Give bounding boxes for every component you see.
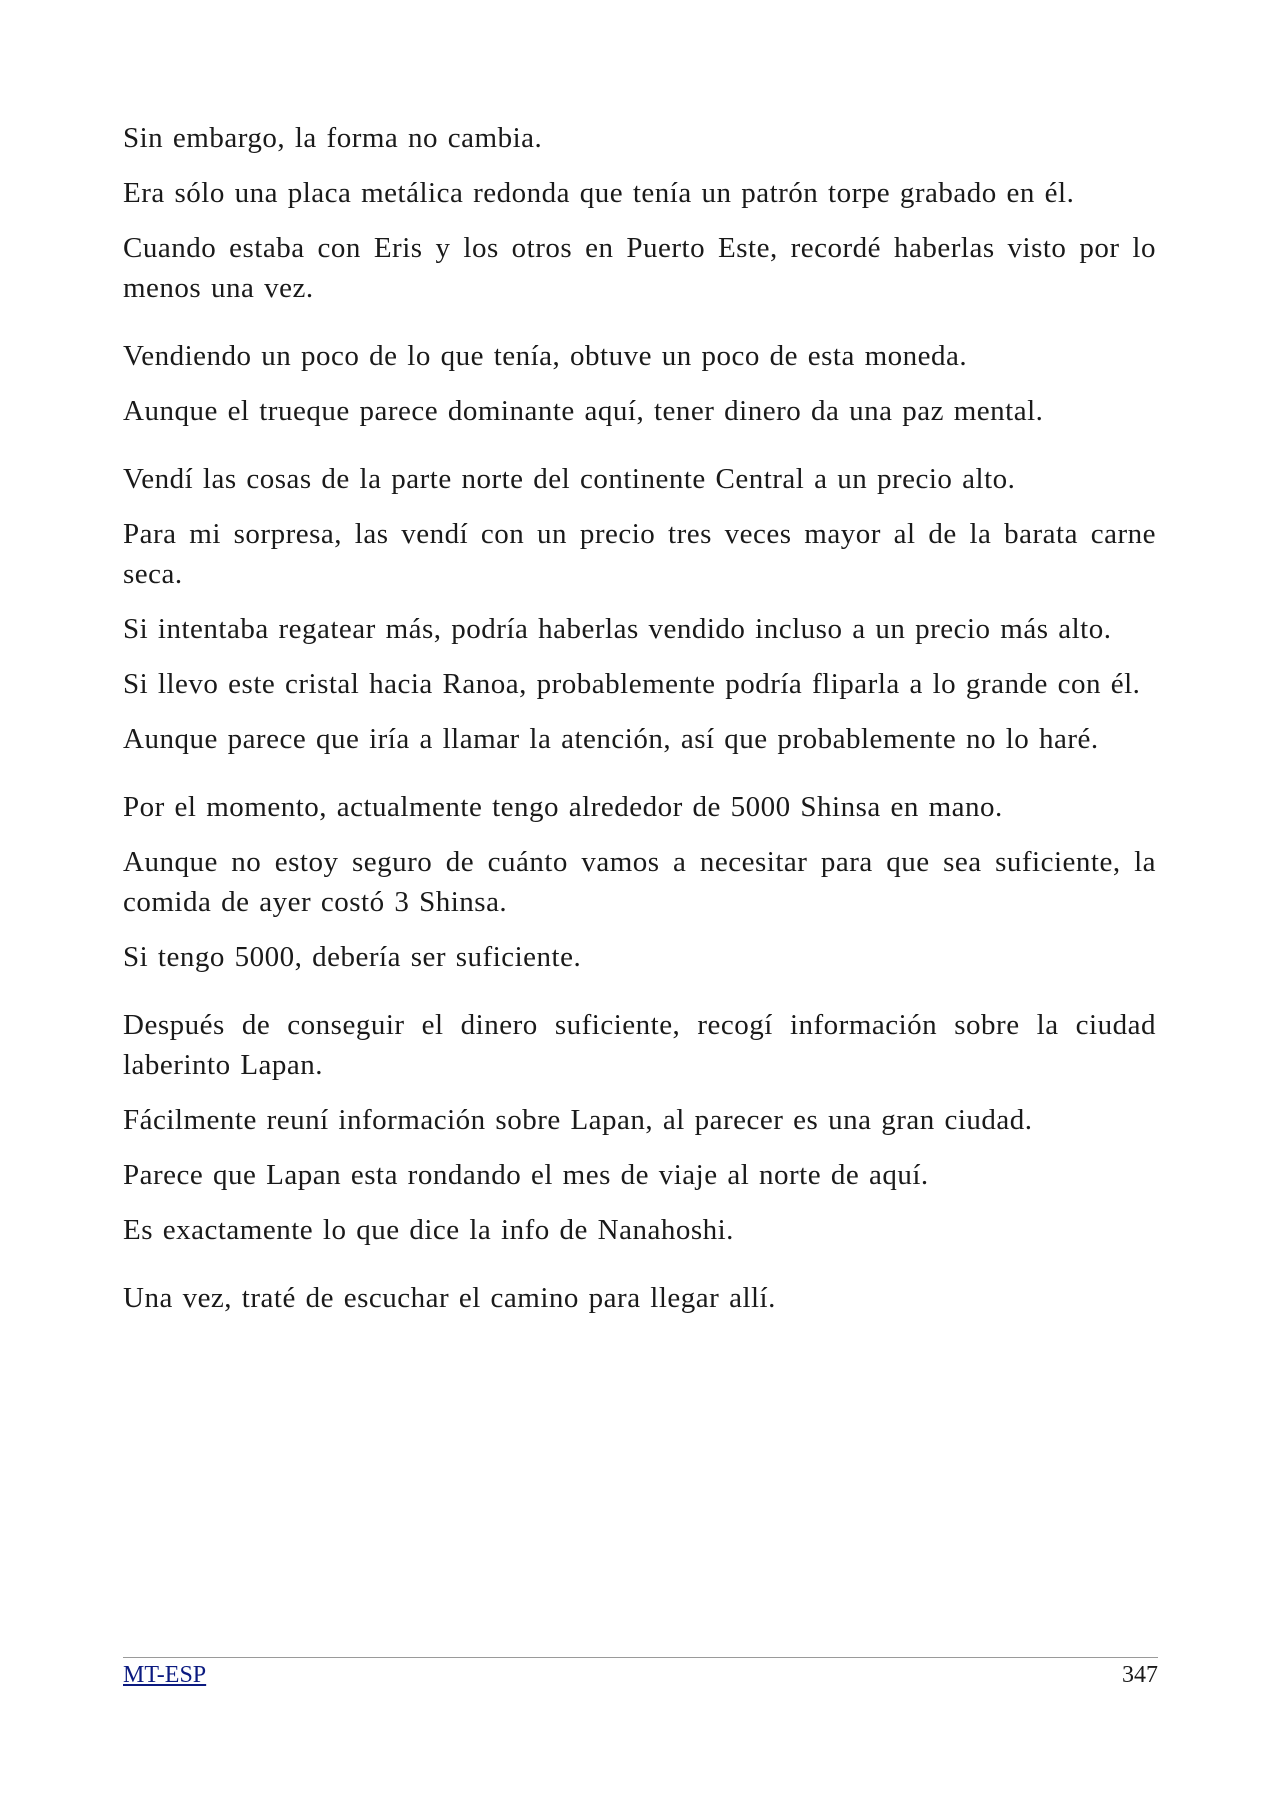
- paragraph: Vendiendo un poco de lo que tenía, obtuve un poco de esta moneda.: [123, 340, 968, 372]
- paragraph: Vendí las cosas de la parte norte del continente Central a un precio alto.: [123, 463, 1016, 495]
- page-body: [123, 118, 1156, 1333]
- paragraph: Es exactamente lo que dice la info de Nanahoshi.: [123, 1214, 734, 1246]
- paragraph: Si intentaba regatear más, podría haberlas vendido incluso a un precio más alto.: [123, 613, 1112, 645]
- paragraph: Si tengo 5000, debería ser suficiente.: [123, 941, 582, 973]
- paragraph: Parece que Lapan esta rondando el mes de viaje al norte de aquí.: [123, 1159, 929, 1191]
- paragraph: Si llevo este cristal hacia Ranoa, probablemente podría fliparla a lo grande con él.: [123, 668, 1141, 700]
- paragraph: Para mi sorpresa, las vendí con un precio tres veces mayor al de la barata carne seca.: [123, 518, 1156, 590]
- paragraph: Era sólo una placa metálica redonda que tenía un patrón torpe grabado en él.: [123, 177, 1075, 209]
- paragraph: Una vez, traté de escuchar el camino para llegar allí.: [123, 1282, 776, 1314]
- paragraph: Aunque no estoy seguro de cuánto vamos a necesitar para que sea suficiente, la comida de ayer costó 3 Shinsa.: [123, 846, 1156, 918]
- paragraph: Después de conseguir el dinero suficiente, recogí información sobre la ciudad laberinto Lapan.: [123, 1009, 1156, 1081]
- page-footer: [123, 1657, 1158, 1689]
- paragraph: Aunque parece que iría a llamar la atención, así que probablemente no lo haré.: [123, 723, 1099, 755]
- paragraph: Sin embargo, la forma no cambia.: [123, 122, 543, 154]
- page-number: 347: [1122, 1662, 1158, 1688]
- paragraph: Fácilmente reuní información sobre Lapan, al parecer es una gran ciudad.: [123, 1104, 1033, 1136]
- paragraph: Por el momento, actualmente tengo alrededor de 5000 Shinsa en mano.: [123, 791, 1003, 823]
- paragraph: Cuando estaba con Eris y los otros en Puerto Este, recordé haberlas visto por lo menos una vez.: [123, 232, 1156, 304]
- footer-link[interactable]: MT-ESP: [123, 1662, 207, 1688]
- paragraph: Aunque el trueque parece dominante aquí, tener dinero da una paz mental.: [123, 395, 1044, 427]
